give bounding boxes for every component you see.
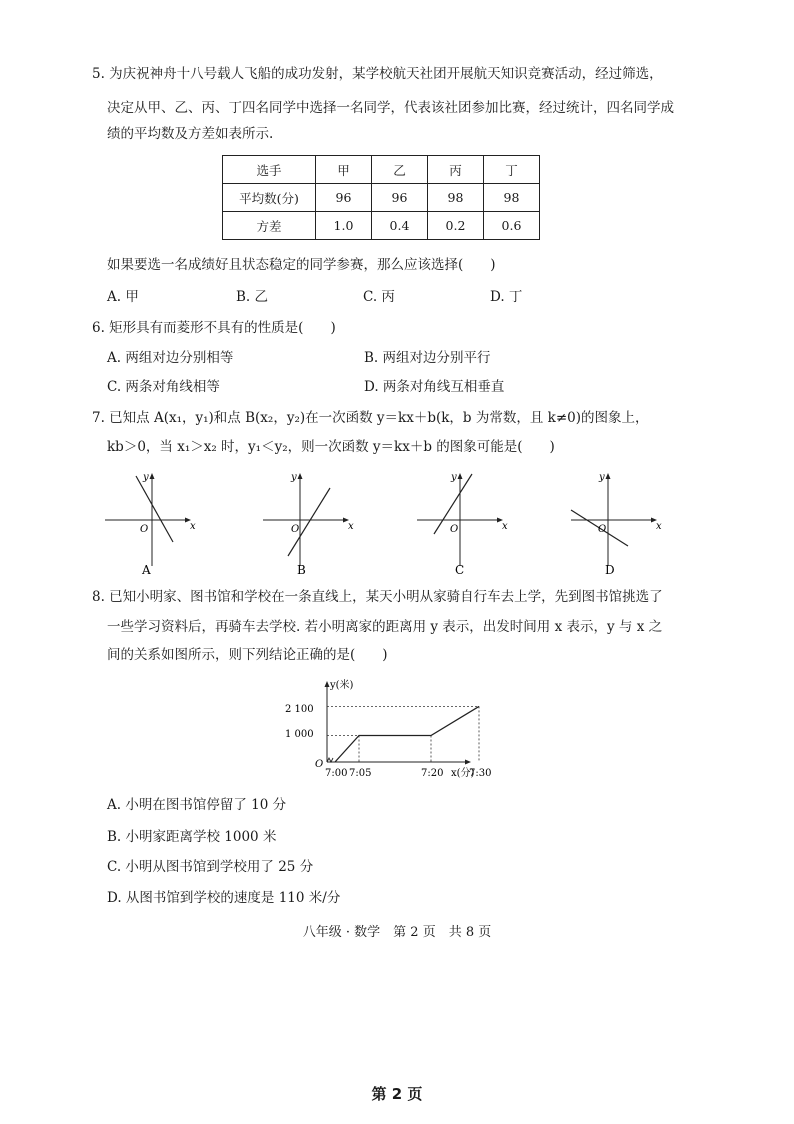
graph-label: D: [605, 563, 615, 577]
y-tick-label-1000: 1 000: [285, 729, 314, 740]
q8-stem-line2: 一些学习资料后，再骑车去学校. 若小明离家的距离用 y 表示，出发时间用 x 表示，y 与 x 之: [107, 619, 663, 635]
graph-label: A: [142, 563, 151, 577]
origin-label: O: [450, 524, 459, 535]
q5-stem-line3: 绩的平均数及方差如表所示.: [107, 126, 274, 142]
y-axis-label: y: [143, 472, 149, 483]
y-axis-label: y: [599, 472, 605, 483]
table-cell: 96: [316, 184, 372, 212]
q8-option-c: C. 小明从图书馆到学校用了 25 分: [107, 859, 314, 875]
x-tick-label: 7:30: [469, 768, 492, 779]
q8-option-a: A. 小明在图书馆停留了 10 分: [107, 797, 287, 813]
table-cell: 1.0: [316, 212, 372, 240]
page-number-label: 第 2 页: [371, 1085, 423, 1103]
table-cell: 甲: [316, 156, 372, 184]
y-axis-arrow: [458, 473, 463, 479]
y-tick-label-2100: 2 100: [285, 704, 314, 715]
q8-distance-time-chart: [285, 672, 492, 784]
y-axis-arrow: [606, 473, 611, 479]
x-axis-arrow: [465, 760, 471, 765]
origin-label: O: [315, 759, 324, 770]
table-header-row: [223, 156, 540, 184]
y-axis-label: y: [291, 472, 297, 483]
q6-option-d: D. 两条对角线互相垂直: [364, 379, 505, 395]
q8-stem-line3: 间的关系如图所示，则下列结论正确的是( ): [107, 647, 388, 663]
table-row: [223, 212, 540, 240]
x-tick-label: 7:00: [325, 768, 348, 779]
axis-break-mark: [327, 758, 333, 762]
y-axis-arrow: [325, 681, 330, 687]
y-axis-label: y(米): [330, 680, 354, 691]
q5-option-b: B. 乙: [236, 289, 269, 305]
table-cell: 0.2: [428, 212, 484, 240]
y-axis-arrow: [150, 473, 155, 479]
q7-graph-b: [258, 468, 358, 578]
series-line: [335, 706, 479, 762]
table-cell: 选手: [223, 156, 316, 184]
y-axis-label: y: [451, 472, 457, 483]
q8-option-b: B. 小明家距离学校 1000 米: [107, 829, 277, 845]
origin-label: O: [140, 524, 149, 535]
q7-graph-a: [100, 468, 200, 578]
graph-label: C: [455, 563, 465, 577]
q6-stem: 6. 矩形具有而菱形不具有的性质是( ): [92, 320, 336, 336]
table-cell: 丙: [428, 156, 484, 184]
q6-option-a: A. 两组对边分别相等: [107, 350, 234, 366]
q5-option-d: D. 丁: [490, 289, 523, 305]
q7-graph-d: [566, 468, 666, 578]
x-axis-label: x: [348, 521, 354, 532]
q5-stem-line2: 决定从甲、乙、丙、丁四名同学中选择一名同学，代表该社团参加比赛，经过统计，四名同学成: [107, 100, 674, 116]
guide-lines: [327, 706, 479, 762]
table-cell: 0.6: [484, 212, 540, 240]
table-cell: 方差: [223, 212, 316, 240]
table-cell: 98: [428, 184, 484, 212]
q5-stem-line1: 5. 为庆祝神舟十八号载人飞船的成功发射，某学校航天社团开展航天知识竞赛活动，经过筛选，: [92, 66, 663, 82]
table-cell: 乙: [372, 156, 428, 184]
origin-label: O: [598, 524, 607, 535]
table-cell: 96: [372, 184, 428, 212]
y-axis-arrow: [298, 473, 303, 479]
table-cell: 丁: [484, 156, 540, 184]
q5-question: 如果要选一名成绩好且状态稳定的同学参赛，那么应该选择( ): [107, 257, 496, 273]
table-row: [223, 184, 540, 212]
x-axis-label: x: [190, 521, 196, 532]
q5-option-c: C. 丙: [363, 289, 395, 305]
x-axis-label: x: [502, 521, 508, 532]
q7-stem-line1: 7. 已知点 A(x₁，y₁)和点 B(x₂，y₂)在一次函数 y＝kx＋b(k，b 为常数，且 k≠0)的图象上，: [92, 410, 649, 426]
q8-stem-line1: 8. 已知小明家、图书馆和学校在一条直线上，某天小明从家骑自行车去上学，先到图书馆挑选了: [92, 589, 663, 605]
x-tick-label: 7:05: [349, 768, 372, 779]
table-cell: 98: [484, 184, 540, 212]
x-axis-label: x(分): [451, 768, 475, 779]
x-axis-label: x: [656, 521, 662, 532]
origin-label: O: [291, 524, 300, 535]
page-footer: 八年级 · 数学 第 2 页 共 8 页: [302, 925, 492, 940]
q6-option-b: B. 两组对边分别平行: [364, 350, 491, 366]
graph-label: B: [297, 563, 306, 577]
x-tick-label: 7:20: [421, 768, 444, 779]
q7-stem-line2: kb＞0，当 x₁＞x₂ 时，y₁＜y₂，则一次函数 y＝kx＋b 的图象可能是( ): [107, 439, 555, 455]
score-table: [222, 155, 540, 240]
table-cell: 0.4: [372, 212, 428, 240]
q8-option-d: D. 从图书馆到学校的速度是 110 米/分: [107, 890, 341, 906]
table-cell: 平均数(分): [223, 184, 316, 212]
q5-option-a: A. 甲: [107, 289, 139, 305]
function-line: [288, 488, 330, 556]
q7-graph-c: [412, 468, 512, 578]
q6-option-c: C. 两条对角线相等: [107, 379, 220, 395]
